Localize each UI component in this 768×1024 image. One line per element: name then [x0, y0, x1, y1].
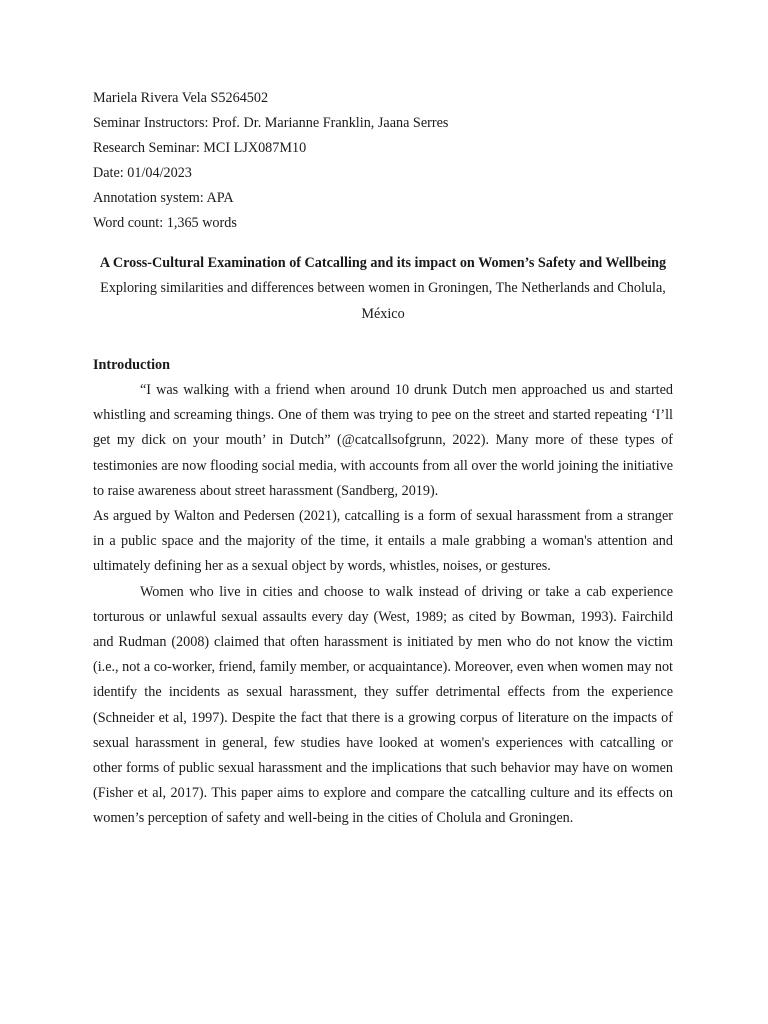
seminar-line: Research Seminar: MCI LJX087M10 — [93, 140, 307, 156]
date-line: Date: 01/04/2023 — [93, 165, 192, 181]
paragraph-3: Women who live in cities and choose to walk instead of driving or take a cab experience torturous or unlawful sexual assaults every day (West, 1989; as cited by Bowman, 1993). Fairchild and Rudman (2008) claimed that often harassment is initiated by men who do not know the victim (i.e., not a co-worker, friend, family member, or acquaintance). Moreover, even when women may not identify the incidents as sexual harassment, they suffer detrimental effects from the experience (Schneider et al, 1997). Despite the fact that there is a growing corpus of literature on the impacts of sexual harassment in general, few studies have looked at women's experiences with catcalling or other forms of public sexual harassment and the implications that such behavior may have on women (Fisher et al, 2017). This paper aims to explore and compare the catcalling culture and its effects on women’s perception of safety and well-being in the cities of Cholula and Groningen. — [93, 583, 673, 827]
instructors-line: Seminar Instructors: Prof. Dr. Marianne Franklin, Jaana Serres — [93, 115, 449, 131]
title-block — [93, 251, 673, 327]
document-page — [93, 86, 673, 832]
document-subtitle: Exploring similarities and differences between women in Groningen, The Netherlands and Cholula, México — [100, 280, 666, 322]
paragraph-2: As argued by Walton and Pedersen (2021), catcalling is a form of sexual harassment from a stranger in a public space and the majority of the time, it entails a male grabbing a woman's attention and ultimately defining her as a sexual object by words, whistles, noises, or gestures. — [93, 507, 673, 575]
document-title: A Cross-Cultural Examination of Catcalling and its impact on Women’s Safety and Wellbeing — [99, 255, 667, 271]
introduction-heading: Introduction — [93, 356, 170, 373]
annotation-line: Annotation system: APA — [93, 190, 234, 206]
document-header — [93, 86, 673, 236]
word-count-line: Word count: 1,365 words — [93, 215, 237, 231]
paragraph-1: “I was walking with a friend when around 10 drunk Dutch men approached us and started whistling and screaming things. One of them was trying to pee on the street and started repeating ‘I’ll get my dick on your mouth’ in Dutch” (@catcallsofgrunn, 2022). Many more of these types of testimonies are now flooding social media, with accounts from all over the world joining the initiative to raise awareness about street harassment (Sandberg, 2019). — [93, 381, 673, 499]
author-line: Mariela Rivera Vela S5264502 — [93, 90, 269, 106]
